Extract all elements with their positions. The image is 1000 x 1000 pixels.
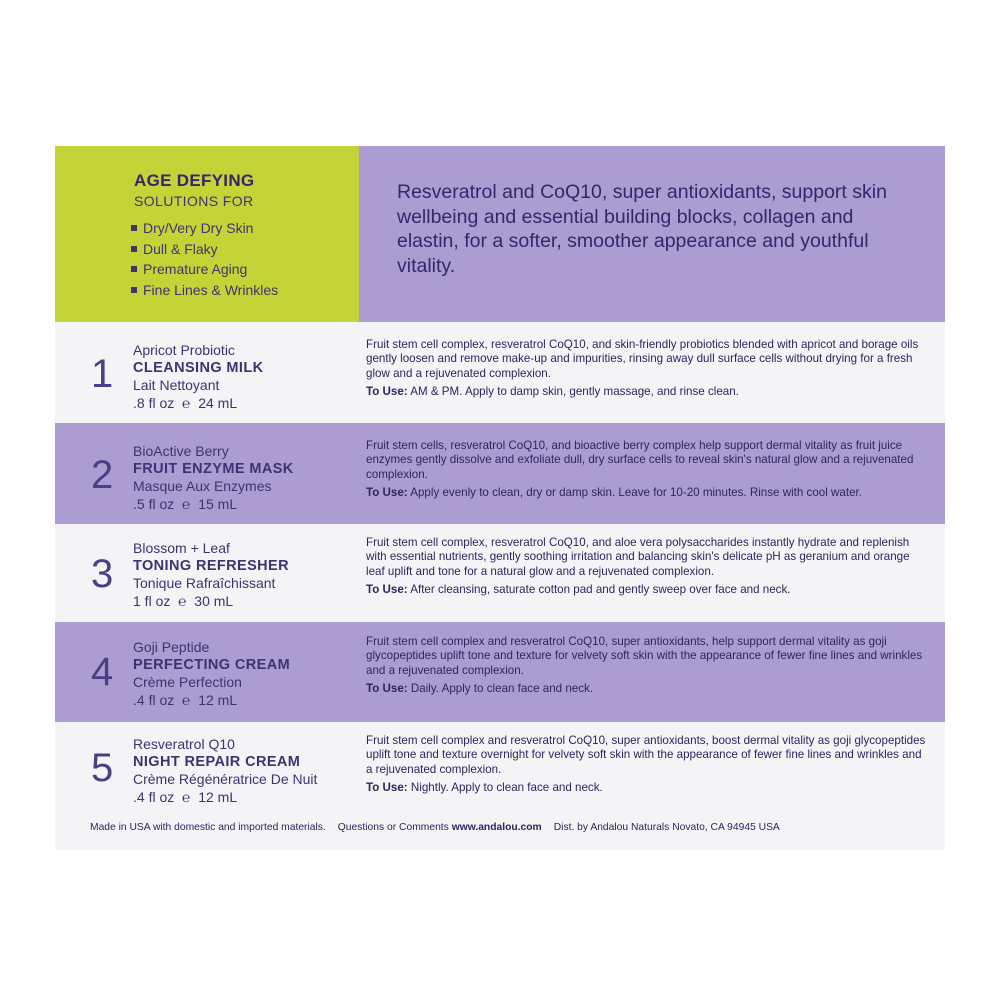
usage-label: To Use: xyxy=(366,583,408,597)
usage-label: To Use: xyxy=(366,682,408,696)
product-info xyxy=(133,639,290,709)
product-size: .4 fl oz ℮ 12 mL xyxy=(133,691,238,708)
usage-text: Apply evenly to clean, dry or damp skin. Leave for 10-20 minutes. Rinse with cool water. xyxy=(407,486,862,500)
header-section xyxy=(55,146,945,322)
usage-text: Nightly. Apply to clean face and neck. xyxy=(407,781,603,795)
product-description xyxy=(366,635,926,697)
product-row-cleansing-milk xyxy=(55,322,945,423)
product-row-toning-refresher xyxy=(55,524,945,622)
usage-label: To Use: xyxy=(366,385,408,399)
step-number: 5 xyxy=(91,746,114,790)
product-line: BioActive Berry xyxy=(133,443,229,459)
square-bullet-icon xyxy=(131,246,137,252)
solution-item: Fine Lines & Wrinkles xyxy=(131,280,278,301)
product-size: .8 fl oz ℮ 24 mL xyxy=(133,394,238,411)
usage-text: AM & PM. Apply to damp skin, gently massage, and rinse clean. xyxy=(407,385,739,399)
usage-instructions xyxy=(366,385,926,399)
questions-text: Questions or Comments xyxy=(337,822,449,833)
product-row-fruit-enzyme-mask xyxy=(55,423,945,524)
product-info xyxy=(133,443,294,513)
product-french-name: Masque Aux Enzymes xyxy=(133,478,272,494)
product-size: 1 fl oz ℮ 30 mL xyxy=(133,592,234,609)
product-name: CLEANSING MILK xyxy=(133,359,264,376)
step-number: 2 xyxy=(91,453,114,497)
usage-instructions xyxy=(366,583,926,597)
product-french-name: Crème Perfection xyxy=(133,674,242,690)
product-line: Apricot Probiotic xyxy=(133,342,235,358)
product-name: TONING REFRESHER xyxy=(133,557,289,574)
product-size: .5 fl oz ℮ 15 mL xyxy=(133,495,238,512)
solution-item: Dull & Flaky xyxy=(131,239,278,260)
product-row-perfecting-cream xyxy=(55,622,945,722)
description-text: Fruit stem cell complex and resveratrol CoQ10, super antioxidants, help support dermal vitality as goji glycopeptides uplift tone and texture for velvety soft skin with the appearance of fewer fine lines and wrinkles and a rejuvenated complexion. xyxy=(366,635,923,677)
product-size: .4 fl oz ℮ 12 mL xyxy=(133,788,238,805)
description-text: Fruit stem cell complex, resveratrol CoQ10, and skin-friendly probiotics blended with apricot and borage oils gently loosen and remove make-up and impurities, rinsing away dull surface cells without drying for a fresh glow and a rejuvenated complexion. xyxy=(366,338,919,380)
usage-instructions xyxy=(366,781,926,795)
usage-label: To Use: xyxy=(366,781,408,795)
product-description xyxy=(366,338,926,400)
product-name: FRUIT ENZYME MASK xyxy=(133,460,294,477)
product-name: NIGHT REPAIR CREAM xyxy=(133,753,301,770)
usage-label: To Use: xyxy=(366,486,408,500)
intro-text: Resveratrol and CoQ10, super antioxidants, support skin wellbeing and essential building blocks, collagen and elastin, for a softer, smoother appearance and youthful vitality. xyxy=(397,181,887,277)
product-french-name: Tonique Rafraîchissant xyxy=(133,575,276,591)
usage-text: Daily. Apply to clean face and neck. xyxy=(407,682,594,696)
step-number: 4 xyxy=(91,650,114,694)
product-info xyxy=(133,736,317,806)
product-row-night-repair-cream xyxy=(55,722,945,822)
product-box-back-panel xyxy=(55,146,945,850)
description-text: Fruit stem cells, resveratrol CoQ10, and bioactive berry complex help support dermal vitality as fruit juice enzymes gently dissolve and exfoliate dull, dry surface cells to reveal skin's natural glow and a rejuvenated complexion. xyxy=(366,439,914,481)
usage-text: After cleansing, saturate cotton pad and gently sweep over face and neck. xyxy=(407,583,791,597)
solutions-list xyxy=(131,218,278,300)
solutions-for-subheading: SOLUTIONS FOR xyxy=(134,193,254,209)
square-bullet-icon xyxy=(131,266,137,272)
product-description xyxy=(366,734,926,796)
product-line: Blossom + Leaf xyxy=(133,540,230,556)
product-name: PERFECTING CREAM xyxy=(133,656,291,673)
step-number: 1 xyxy=(91,352,114,396)
description-text: Fruit stem cell complex and resveratrol CoQ10, super antioxidants, boost dermal vitality as goji glycopeptides uplift tone and texture overnight for velvety soft skin with the appearance of fewer fine lines and wrinkles and a rejuvenated complexion. xyxy=(366,734,926,776)
product-info xyxy=(133,540,289,610)
solution-item: Dry/Very Dry Skin xyxy=(131,218,278,239)
product-line: Resveratrol Q10 xyxy=(133,736,235,752)
usage-instructions xyxy=(366,486,926,500)
footer-text xyxy=(90,822,950,833)
step-number: 3 xyxy=(91,552,114,596)
product-line: Goji Peptide xyxy=(133,639,210,655)
product-description xyxy=(366,439,926,501)
description-text: Fruit stem cell complex, resveratrol CoQ10, and aloe vera polysaccharides instantly hydrate and replenish with essential nutrients, gently soothing irritation and balancing skin's delicate pH as geranium and orange leaf uplift and tone for a natural glow and a rejuvenated complexion. xyxy=(366,536,910,578)
square-bullet-icon xyxy=(131,225,137,231)
square-bullet-icon xyxy=(131,287,137,293)
product-french-name: Crème Régénératrice De Nuit xyxy=(133,771,318,787)
product-french-name: Lait Nettoyant xyxy=(133,377,220,393)
product-info xyxy=(133,342,263,412)
age-defying-heading: AGE DEFYING xyxy=(134,171,255,190)
website-link[interactable]: www.andalou.com xyxy=(451,822,542,833)
product-description xyxy=(366,536,926,598)
usage-instructions xyxy=(366,682,926,696)
solutions-block xyxy=(55,146,359,322)
solution-item: Premature Aging xyxy=(131,259,278,280)
distributor-text: Dist. by Andalou Naturals Novato, CA 94945 USA xyxy=(553,822,780,833)
made-in-text: Made in USA with domestic and imported materials. xyxy=(90,822,326,833)
